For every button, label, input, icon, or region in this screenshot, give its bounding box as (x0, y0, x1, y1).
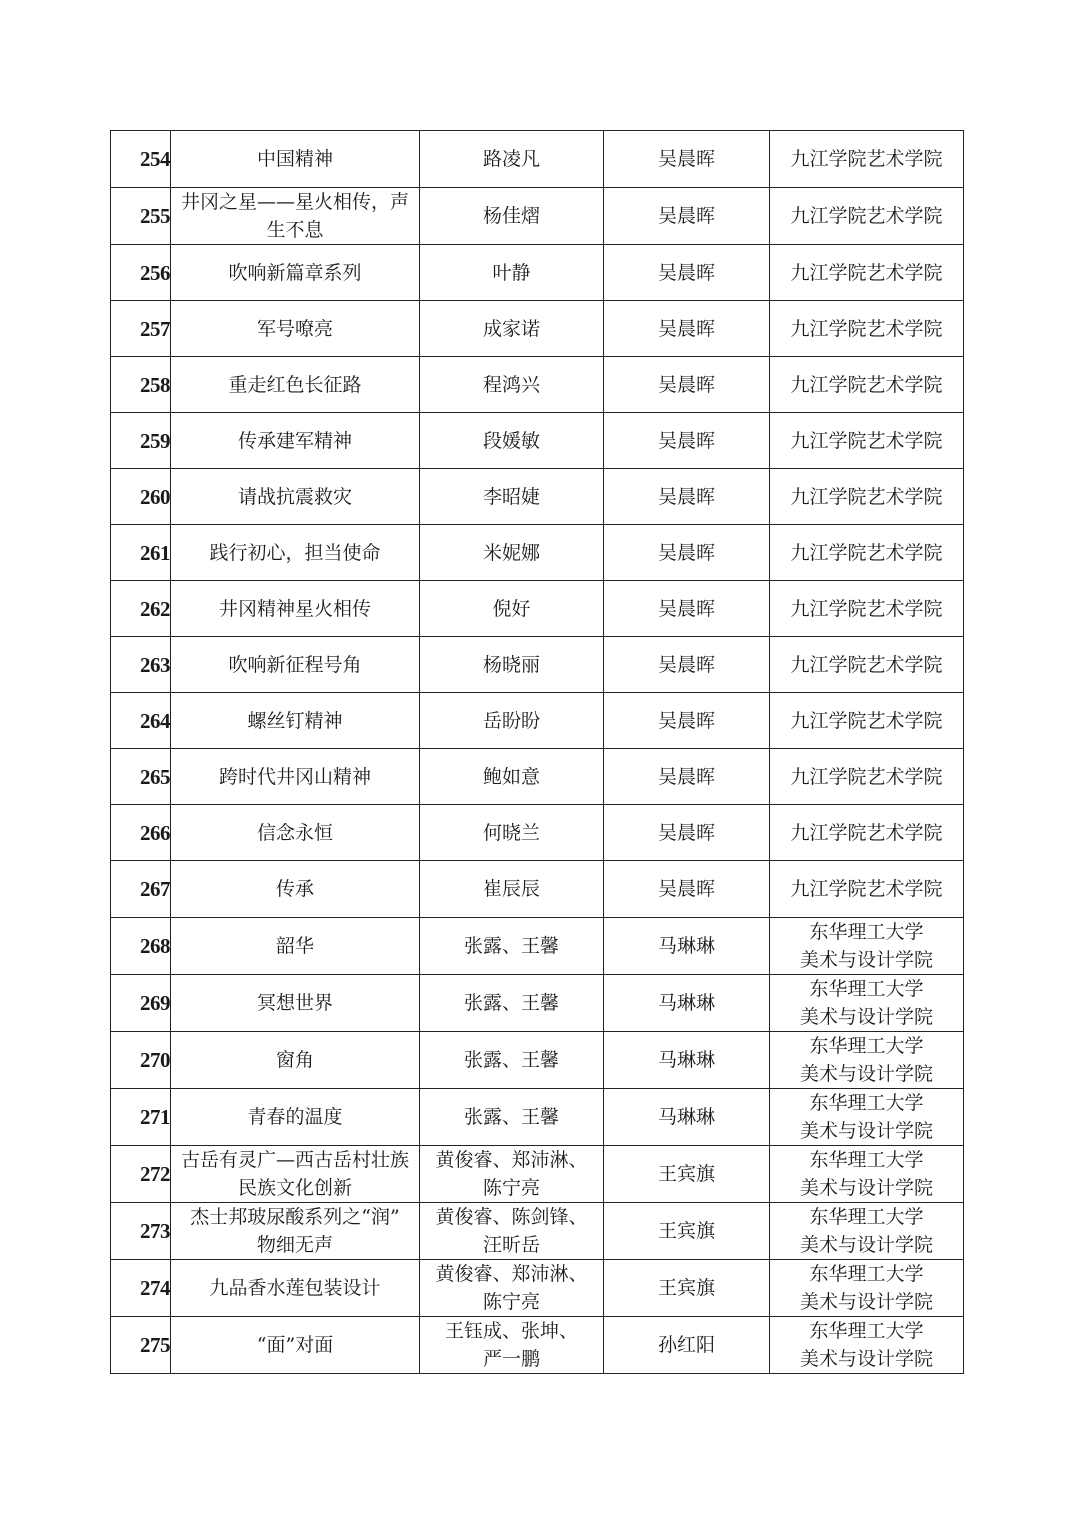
author-names: 叶静 (420, 245, 604, 301)
advisor-name: 吴晨晖 (604, 805, 770, 861)
school-name: 东华理工大学 美术与设计学院 (770, 1146, 964, 1203)
entry-number: 274 (111, 1260, 171, 1317)
entry-number: 273 (111, 1203, 171, 1260)
advisor-name: 马琳琳 (604, 1089, 770, 1146)
advisor-name: 吴晨晖 (604, 469, 770, 525)
table-row (111, 749, 964, 805)
work-title: 青春的温度 (171, 1089, 420, 1146)
table-row (111, 693, 964, 749)
author-names: 杨晓丽 (420, 637, 604, 693)
award-list-table (110, 130, 964, 1374)
entry-number: 266 (111, 805, 171, 861)
table-row (111, 131, 964, 188)
author-names: 杨佳熠 (420, 188, 604, 245)
work-title: 跨时代井冈山精神 (171, 749, 420, 805)
author-names: 米妮娜 (420, 525, 604, 581)
table-row (111, 1317, 964, 1374)
work-title: 传承建军精神 (171, 413, 420, 469)
school-name: 九江学院艺术学院 (770, 749, 964, 805)
author-names: 成家诺 (420, 301, 604, 357)
table-row (111, 413, 964, 469)
author-names: 鲍如意 (420, 749, 604, 805)
school-name: 东华理工大学 美术与设计学院 (770, 1089, 964, 1146)
table-row (111, 637, 964, 693)
table-row (111, 469, 964, 525)
table-row (111, 301, 964, 357)
advisor-name: 马琳琳 (604, 1032, 770, 1089)
table-row (111, 805, 964, 861)
work-title: “面”对面 (171, 1317, 420, 1374)
school-name: 九江学院艺术学院 (770, 357, 964, 413)
advisor-name: 吴晨晖 (604, 413, 770, 469)
entry-number: 254 (111, 131, 171, 188)
school-name: 九江学院艺术学院 (770, 581, 964, 637)
school-name: 九江学院艺术学院 (770, 413, 964, 469)
advisor-name: 吴晨晖 (604, 525, 770, 581)
work-title: 请战抗震救灾 (171, 469, 420, 525)
table-row (111, 357, 964, 413)
author-names: 张露、王馨 (420, 918, 604, 975)
entry-number: 256 (111, 245, 171, 301)
work-title: 井冈精神星火相传 (171, 581, 420, 637)
school-name: 九江学院艺术学院 (770, 469, 964, 525)
advisor-name: 吴晨晖 (604, 637, 770, 693)
author-names: 张露、王馨 (420, 975, 604, 1032)
table-row (111, 918, 964, 975)
school-name: 九江学院艺术学院 (770, 861, 964, 918)
entry-number: 260 (111, 469, 171, 525)
table-row (111, 581, 964, 637)
work-title: 冥想世界 (171, 975, 420, 1032)
table-row (111, 1203, 964, 1260)
advisor-name: 孙红阳 (604, 1317, 770, 1374)
entry-number: 263 (111, 637, 171, 693)
advisor-name: 王宾旗 (604, 1146, 770, 1203)
author-names: 段媛敏 (420, 413, 604, 469)
work-title: 信念永恒 (171, 805, 420, 861)
advisor-name: 吴晨晖 (604, 301, 770, 357)
work-title: 韶华 (171, 918, 420, 975)
school-name: 东华理工大学 美术与设计学院 (770, 975, 964, 1032)
advisor-name: 王宾旗 (604, 1203, 770, 1260)
entry-number: 259 (111, 413, 171, 469)
entry-number: 258 (111, 357, 171, 413)
advisor-name: 吴晨晖 (604, 749, 770, 805)
school-name: 东华理工大学 美术与设计学院 (770, 918, 964, 975)
entry-number: 268 (111, 918, 171, 975)
advisor-name: 吴晨晖 (604, 861, 770, 918)
entry-number: 255 (111, 188, 171, 245)
table-row (111, 861, 964, 918)
advisor-name: 吴晨晖 (604, 693, 770, 749)
advisor-name: 马琳琳 (604, 975, 770, 1032)
author-names: 程鸿兴 (420, 357, 604, 413)
table-row (111, 1089, 964, 1146)
table-body (111, 131, 964, 1374)
entry-number: 272 (111, 1146, 171, 1203)
work-title: 吹响新篇章系列 (171, 245, 420, 301)
entry-number: 265 (111, 749, 171, 805)
work-title: 杰士邦玻尿酸系列之“润” 物细无声 (171, 1203, 420, 1260)
table-row (111, 1032, 964, 1089)
author-names: 何晓兰 (420, 805, 604, 861)
author-names: 王钰成、张坤、 严一鹏 (420, 1317, 604, 1374)
school-name: 东华理工大学 美术与设计学院 (770, 1203, 964, 1260)
work-title: 军号嘹亮 (171, 301, 420, 357)
table-row (111, 1146, 964, 1203)
school-name: 九江学院艺术学院 (770, 525, 964, 581)
author-names: 崔辰辰 (420, 861, 604, 918)
entry-number: 269 (111, 975, 171, 1032)
entry-number: 262 (111, 581, 171, 637)
advisor-name: 吴晨晖 (604, 188, 770, 245)
advisor-name: 王宾旗 (604, 1260, 770, 1317)
school-name: 九江学院艺术学院 (770, 693, 964, 749)
table-row (111, 525, 964, 581)
table-row (111, 975, 964, 1032)
work-title: 螺丝钉精神 (171, 693, 420, 749)
author-names: 张露、王馨 (420, 1089, 604, 1146)
author-names: 黄俊睿、郑沛淋、 陈宁亮 (420, 1146, 604, 1203)
work-title: 重走红色长征路 (171, 357, 420, 413)
work-title: 古岳有灵广—西古岳村壮族 民族文化创新 (171, 1146, 420, 1203)
work-title: 九品香水莲包装设计 (171, 1260, 420, 1317)
author-names: 岳盼盼 (420, 693, 604, 749)
school-name: 九江学院艺术学院 (770, 188, 964, 245)
school-name: 九江学院艺术学院 (770, 131, 964, 188)
author-names: 倪好 (420, 581, 604, 637)
advisor-name: 吴晨晖 (604, 131, 770, 188)
work-title: 传承 (171, 861, 420, 918)
advisor-name: 吴晨晖 (604, 357, 770, 413)
entry-number: 257 (111, 301, 171, 357)
school-name: 东华理工大学 美术与设计学院 (770, 1317, 964, 1374)
advisor-name: 吴晨晖 (604, 245, 770, 301)
school-name: 东华理工大学 美术与设计学院 (770, 1260, 964, 1317)
work-title: 井冈之星——星火相传，声 生不息 (171, 188, 420, 245)
school-name: 九江学院艺术学院 (770, 805, 964, 861)
work-title: 吹响新征程号角 (171, 637, 420, 693)
author-names: 黄俊睿、郑沛淋、 陈宁亮 (420, 1260, 604, 1317)
entry-number: 275 (111, 1317, 171, 1374)
school-name: 九江学院艺术学院 (770, 637, 964, 693)
table-row (111, 188, 964, 245)
advisor-name: 马琳琳 (604, 918, 770, 975)
table-row (111, 245, 964, 301)
school-name: 九江学院艺术学院 (770, 245, 964, 301)
author-names: 李昭婕 (420, 469, 604, 525)
entry-number: 264 (111, 693, 171, 749)
work-title: 践行初心，担当使命 (171, 525, 420, 581)
school-name: 东华理工大学 美术与设计学院 (770, 1032, 964, 1089)
entry-number: 271 (111, 1089, 171, 1146)
author-names: 黄俊睿、陈剑锋、 汪昕岳 (420, 1203, 604, 1260)
work-title: 中国精神 (171, 131, 420, 188)
entry-number: 270 (111, 1032, 171, 1089)
entry-number: 261 (111, 525, 171, 581)
table-row (111, 1260, 964, 1317)
work-title: 窗角 (171, 1032, 420, 1089)
entry-number: 267 (111, 861, 171, 918)
author-names: 张露、王馨 (420, 1032, 604, 1089)
advisor-name: 吴晨晖 (604, 581, 770, 637)
author-names: 路凌凡 (420, 131, 604, 188)
school-name: 九江学院艺术学院 (770, 301, 964, 357)
